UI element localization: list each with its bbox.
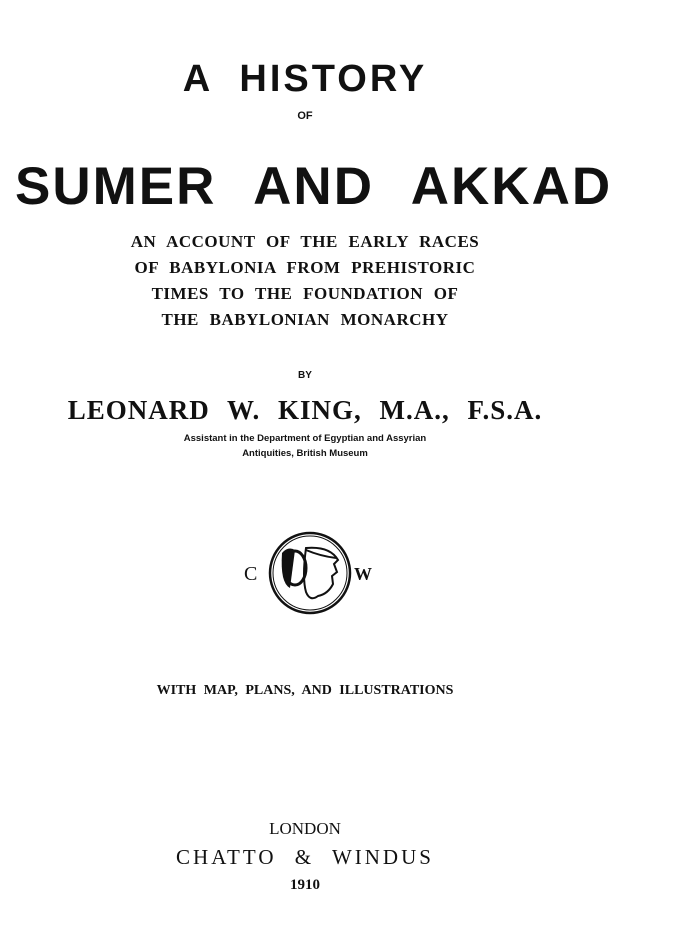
imprint-publisher: CHATTO & WINDUS	[176, 845, 434, 869]
affiliation-line: Antiquities, British Museum	[242, 448, 368, 459]
affiliation-line: Assistant in the Department of Egyptian and Assyrian	[183, 433, 427, 444]
subtitle-line: THE BABYLONIAN MONARCHY	[161, 310, 449, 329]
author-name: LEONARD W. KING, M.A., F.S.A.	[67, 395, 543, 425]
logo-letter-w: W	[354, 564, 372, 584]
by-label: BY	[298, 370, 312, 381]
title-of: OF	[297, 110, 313, 122]
title-line-2: SUMER AND AKKAD	[15, 157, 613, 216]
logo-letter-c: C	[244, 563, 258, 585]
title-line-1: A HISTORY	[182, 58, 428, 100]
subtitle-line: OF BABYLONIA FROM PREHISTORIC	[134, 258, 476, 277]
subtitle-line: AN ACCOUNT OF THE EARLY RACES	[130, 232, 480, 251]
publisher-logo-icon	[240, 528, 380, 618]
illustrations-note: WITH MAP, PLANS, AND ILLUSTRATIONS	[156, 683, 454, 698]
subtitle-line: TIMES TO THE FOUNDATION OF	[151, 284, 459, 303]
imprint-city: LONDON	[269, 819, 341, 838]
imprint-year: 1910	[290, 877, 320, 893]
